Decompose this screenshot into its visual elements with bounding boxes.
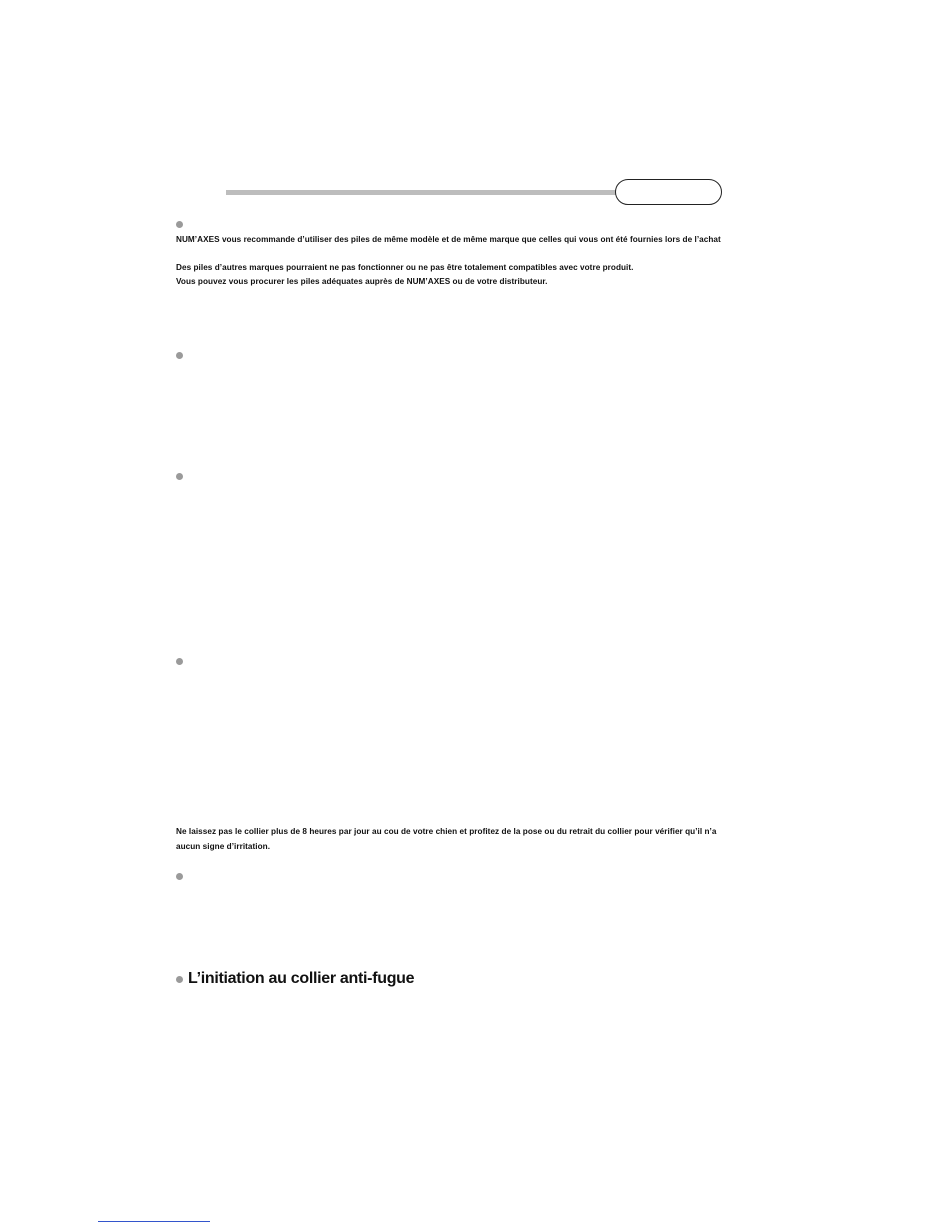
- collar-warning-line-2: aucun signe d’irritation.: [176, 842, 271, 851]
- bullet-2: [176, 352, 183, 359]
- bullet-4: [176, 658, 183, 665]
- bullet-3: [176, 473, 183, 480]
- heading-bullet: [176, 976, 183, 983]
- header-rule: [226, 190, 618, 195]
- header-tab-pill: [615, 179, 722, 205]
- bullet-5: [176, 873, 183, 880]
- footer-rule: [98, 1221, 210, 1222]
- battery-compat-line-2: Vous pouvez vous procurer les piles adéquates auprès de NUM’AXES ou de votre distributeur.: [176, 277, 548, 286]
- section-heading: L’initiation au collier anti-fugue: [188, 970, 415, 987]
- bullet-1: [176, 221, 183, 228]
- battery-recommendation-text: NUM’AXES vous recommande d’utiliser des piles de même modèle et de même marque que celles qui vous ont été fournies lors de l’achat: [176, 235, 721, 244]
- section-heading-row: [176, 970, 414, 988]
- collar-warning-line-1: Ne laissez pas le collier plus de 8 heures par jour au cou de votre chien et profitez de la pose ou du retrait du collier pour vérifier qu’il n’a: [176, 827, 717, 836]
- battery-compat-line-1: Des piles d’autres marques pourraient ne pas fonctionner ou ne pas être totalement compatibles avec votre produit.: [176, 263, 634, 272]
